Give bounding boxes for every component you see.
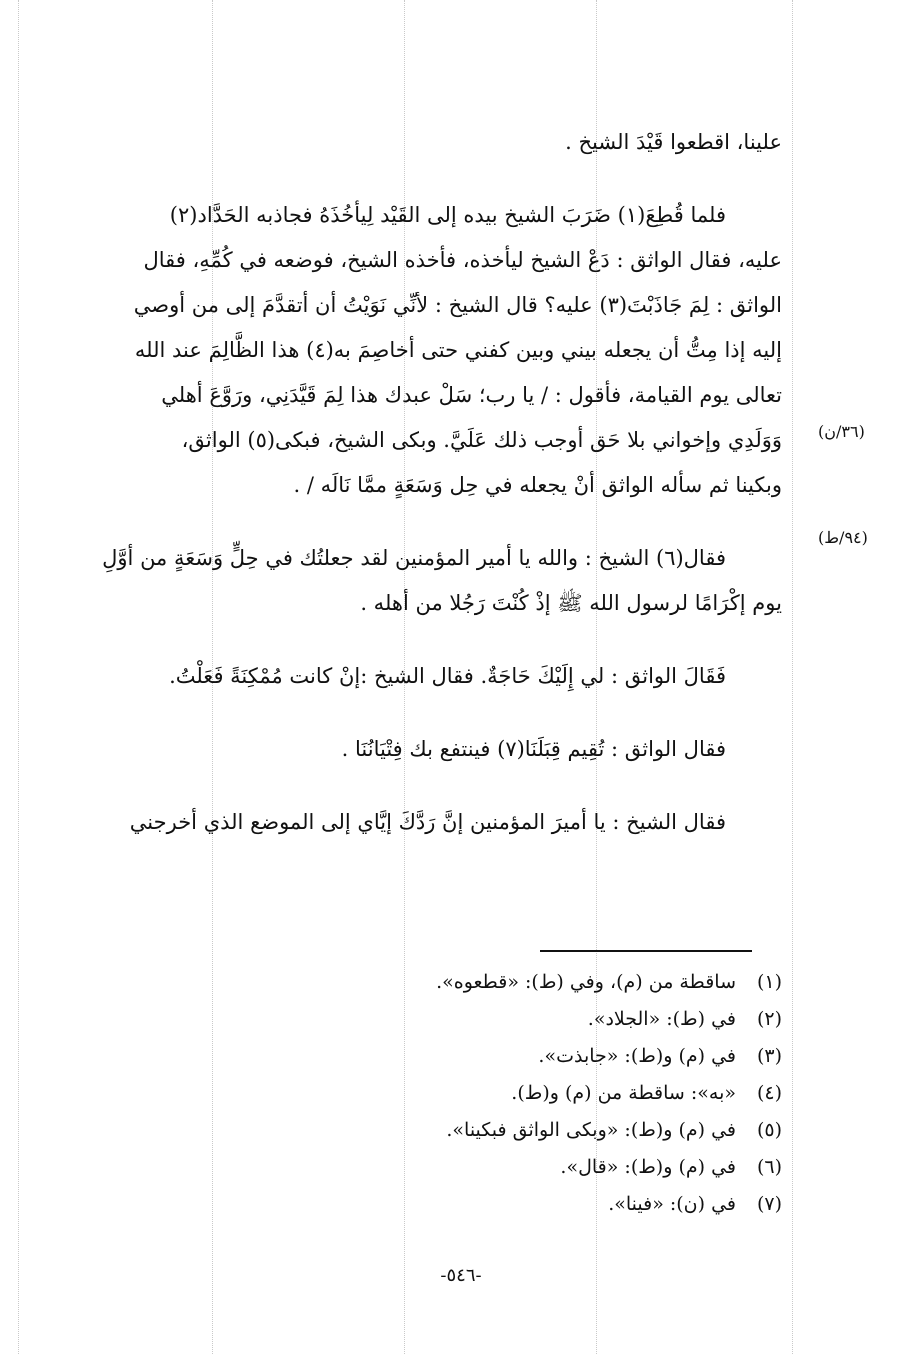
footnote-number: (٥): [756, 1119, 782, 1141]
text-line: يوم إكْرَامًا لرسول الله ﷺ إذْ كُنْتَ رَجُلا من أهله .: [360, 591, 782, 615]
paragraph: [40, 120, 782, 165]
text-line: تعالى يوم القيامة، فأقول : / يا رب؛ سَلْ عبدك هذا لِمَ قَيَّدَنِي، ورَوَّعَ أهلي: [161, 383, 782, 407]
paragraph: [40, 193, 782, 508]
text-line: فقال الشيخ : يا أميرَ المؤمنين إنَّ رَدَّكَ إيَّاي إلى الموضع الذي أخرجني: [129, 810, 726, 834]
text-line: فقال(٦) الشيخ : والله يا أمير المؤمنين لقد جعلتُك في حِلٍّ وَسَعَةٍ من أوَّلِ: [102, 546, 726, 570]
footnote: [182, 1038, 782, 1075]
footnote-text: «به»: ساقطة من (م) و(ط).: [511, 1082, 736, 1104]
footnote-text: ساقطة من (م)، وفي (ط): «قطعوه».: [436, 971, 736, 993]
footnote: [182, 964, 782, 1001]
footnote-number: (٤): [756, 1082, 782, 1104]
main-text: [40, 120, 782, 873]
footnote-number: (٧): [756, 1193, 782, 1215]
paragraph: [40, 800, 782, 845]
footnote-text: في (ن): «فينا».: [608, 1193, 736, 1215]
footnote-divider: [540, 950, 752, 952]
paragraph: [40, 727, 782, 772]
footnote: [182, 1075, 782, 1112]
text-line: وبكينا ثم سأله الواثق أنْ يجعله في حِل وَسَعَةٍ ممَّا نَالَه / .: [293, 473, 782, 497]
footnotes: [182, 964, 782, 1223]
paragraph: [40, 654, 782, 699]
paragraph: [40, 536, 782, 626]
text-line: الواثق : لِمَ جَاذَبْتَ(٣) عليه؟ قال الشيخ : لأنِّي نَوَيْتُ أن أتقدَّمَ إلى من أوصي: [133, 293, 782, 317]
footnote-number: (٣): [756, 1045, 782, 1067]
footnote-text: في (م) و(ط): «جابذت».: [538, 1045, 736, 1067]
text-line: إليه إذا مِتُّ أن يجعله بيني وبين كفني حتى أخاصِمَ به(٤) هذا الظَّالِمَ عند الله: [134, 338, 782, 362]
footnote: [182, 1001, 782, 1038]
text-line: وَوَلَدِي وإخواني بلا حَق أوجب ذلك عَلَيَّ. وبكى الشيخ، فبكى(٥) الواثق،: [181, 428, 782, 452]
footnote: [182, 1112, 782, 1149]
footnote-number: (٦): [756, 1156, 782, 1178]
text-line: فلما قُطِعَ(١) ضَرَبَ الشيخ بيده إلى القَيْد لِيأخُذَهُ فجاذبه الحَدَّاد(٢): [169, 203, 726, 227]
text-line: فقال الواثق : تُقِيم قِبَلَنَا(٧) فينتفع بك فِتْيَانُنَا .: [341, 737, 726, 761]
footnote-number: (٢): [756, 1008, 782, 1030]
text-line: علينا، اقطعوا قَيْدَ الشيخ .: [565, 130, 782, 154]
footnote-text: في (ط): «الجلاد».: [587, 1008, 736, 1030]
page-number: -٥٤٦-: [440, 1265, 482, 1286]
footnote: [182, 1186, 782, 1223]
footnote-number: (١): [756, 971, 782, 993]
margin-page-reference: (٣٦/ن): [818, 422, 865, 441]
text-line: فَقَالَ الواثق : لي إِلَيْكَ حَاجَةٌ. فقال الشيخ :إنْ كانت مُمْكِنَةً فَعَلْتُ.: [169, 664, 726, 688]
scan-guide-line: [18, 0, 19, 1354]
footnote: [182, 1149, 782, 1186]
scan-guide-line: [792, 0, 793, 1354]
text-line: عليه، فقال الواثق : دَعْ الشيخ ليأخذه، فأخذه الشيخ، فوضعه في كُمِّهِ، فقال: [143, 248, 782, 272]
footnote-text: في (م) و(ط): «وبكى الواثق فبكينا».: [446, 1119, 736, 1141]
footnote-text: في (م) و(ط): «قال».: [560, 1156, 736, 1178]
margin-page-reference: (٩٤/ط): [818, 528, 868, 547]
